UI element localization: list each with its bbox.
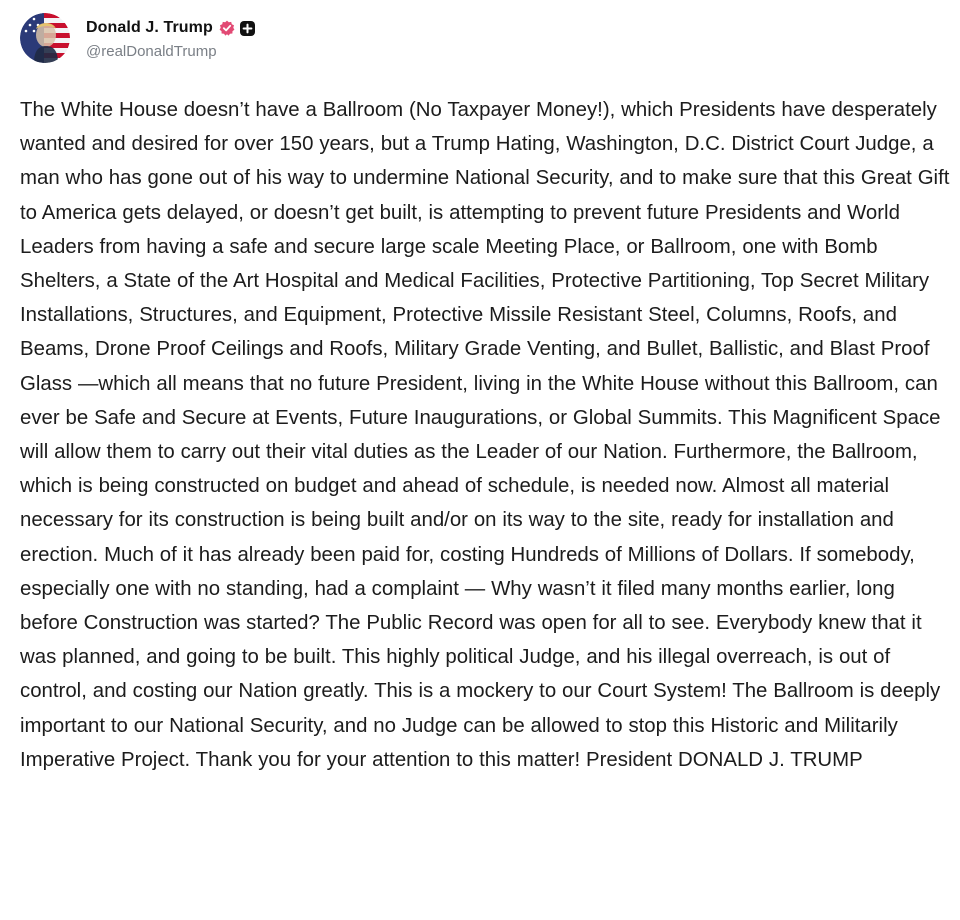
profile-avatar-icon xyxy=(20,13,70,63)
plus-badge-icon xyxy=(240,21,255,36)
author-handle[interactable]: @realDonaldTrump xyxy=(86,43,217,60)
author-display-name[interactable]: Donald J. Trump xyxy=(86,19,213,36)
verified-badge-icon xyxy=(219,20,235,36)
name-row xyxy=(86,16,255,40)
post-body-text: The White House doesn’t have a Ballroom (No Taxpayer Money!), which Presidents have desperately wanted and desired for over 150 years, but a Trump Hating, Washington, D.C. District Court Judge, a man who has gone out of his way to undermine National Security, and to make sure that this Great Gift to America gets delayed, or doesn’t get built, is attempting to prevent future Presidents and World Leaders from having a safe and secure large scale Meeting Place, or Ballroom, one with Bomb Shelters, a State of the Art Hospital and Medical Facilities, Protective Partitioning, Top Secret Military Installations, Structures, and Equipment, Protective Missile Resistant Steel, Columns, Roofs, and Beams, Drone Proof Ceilings and Roofs, Military Grade Venting, and Bullet, Ballistic, and Blast Proof Glass —which all means that no future President, living in the White House without this Ballroom, can ever be Safe and Secure at Events, Future Inaugurations, or Global Summits. This Magnificent Space will allow them to carry out their vital duties as the Leader of our Nation. Furthermore, the Ballroom, which is being constructed on budget and ahead of schedule, is needed now. Almost all material necessary for its construction is being built and/or on its way to the site, ready for installation and erection. Much of it has already been paid for, costing Hundreds of Millions of Dollars. If somebody, especially one with no standing, had a complaint — Why wasn’t it filed many months earlier, long before Construction was started? The Public Record was open for all to see. Everybody knew that it was planned, and going to be built. This highly political Judge, and his illegal overreach, is out of control, and costing our Nation greatly. This is a mockery to our Court System! The Ballroom is deeply important to our National Security, and no Judge can be allowed to stop this Historic and Militarily Imperative Project. Thank you for your attention to this matter! President DONALD J. TRUMP xyxy=(20,99,950,771)
post-header xyxy=(20,10,255,66)
avatar[interactable] xyxy=(20,13,70,63)
author-identity xyxy=(86,16,255,60)
